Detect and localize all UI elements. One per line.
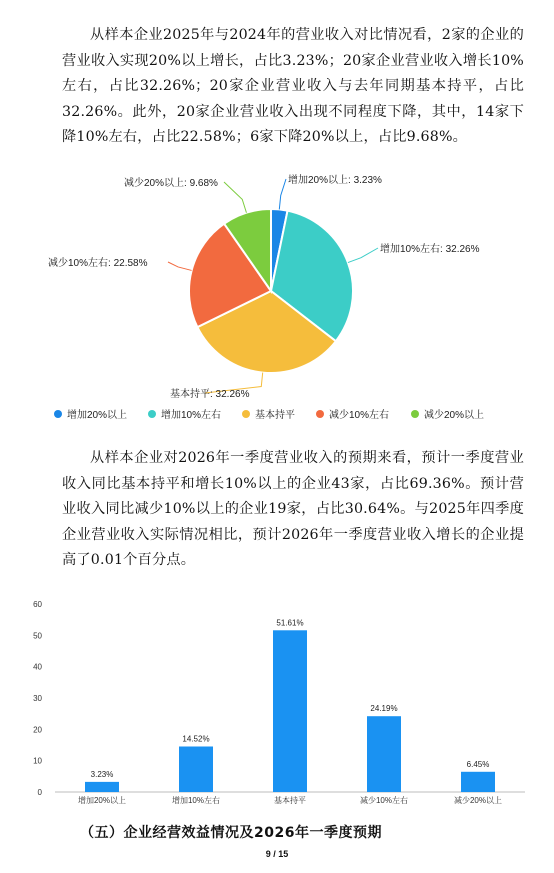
bar-chart-q1-expectation: [0, 592, 554, 814]
x-tick-label: 减少10%左右: [359, 796, 409, 805]
page-number: 9 / 15: [265, 849, 289, 859]
paragraph-revenue-comparison: 从样本企业2025年与2024年的营业收入对比情况看，2家的企业的营业收入实现20%以上增长，占比3.23%；20家企业营业收入增长10%左右，占比32.26%；20家企业营业收入与去年同期基本持平，占比32.26%。此外，20家企业营业收入出现不同程度下降，其中，14家下降10%左右，占比22.58%；6家下降20%以上，占比9.68%。: [62, 27, 524, 146]
legend-label: 减少10%左右: [329, 410, 390, 421]
bar-data-label: 3.23%: [90, 769, 114, 779]
pie-chart-revenue-change: [0, 168, 554, 428]
x-tick-label: 减少20%以上: [453, 796, 503, 805]
section-heading: （五）企业经营效益情况及2026年一季度预期: [80, 825, 382, 841]
legend-label: 基本持平: [255, 410, 295, 421]
y-tick-label: 40: [33, 662, 42, 672]
paragraph-q1-expectation: 从样本企业对2026年一季度营业收入的预期来看，预计一季度营业收入同比基本持平和增长10%以上的企业43家，占比69.36%。预计营业收入同比减少10%以上的企业19家，占比30.64%。与2025年四季度企业营业收入实际情况相比，预计2026年一季度营业收入增长的企业提高了0.01个百分点。: [62, 450, 524, 569]
pie-leader-line: [224, 182, 246, 213]
legend-marker: [411, 410, 419, 418]
pie-leader-line: [348, 248, 378, 263]
x-tick-label: 基本持平: [274, 796, 306, 805]
y-tick-label: 50: [33, 631, 42, 641]
pie-leader-line: [279, 179, 286, 209]
y-tick-label: 60: [33, 600, 42, 609]
legend-label: 增加20%以上: [67, 410, 128, 421]
y-tick-label: 0: [37, 788, 42, 797]
legend-marker: [148, 410, 156, 418]
bar-data-label: 14.52%: [182, 734, 210, 744]
pie-data-label: 增加20%以上: 3.23%: [288, 175, 382, 186]
pie-data-label: 基本持平: 32.26%: [170, 389, 250, 400]
pie-data-label: 增加10%左右: 32.26%: [380, 244, 480, 255]
y-tick-label: 30: [33, 694, 42, 703]
bar-data-label: 6.45%: [466, 759, 490, 769]
x-tick-label: 增加20%以上: [77, 796, 127, 805]
legend-label: 增加10%左右: [161, 410, 222, 421]
bar: [367, 716, 401, 792]
y-tick-label: 10: [33, 756, 42, 766]
legend-marker: [316, 410, 324, 418]
bar-data-label: 51.61%: [276, 618, 304, 628]
bar: [273, 630, 307, 792]
bar: [461, 772, 495, 792]
bar: [179, 747, 213, 792]
legend-marker: [54, 410, 62, 418]
bar-data-label: 24.19%: [370, 704, 398, 714]
pie-leader-line: [168, 262, 192, 270]
bar: [85, 782, 119, 792]
pie-data-label: 减少20%以上: 9.68%: [124, 178, 218, 189]
pie-data-label: 减少10%左右: 22.58%: [48, 258, 148, 269]
legend-label: 减少20%以上: [424, 410, 485, 421]
x-tick-label: 增加10%左右: [171, 796, 221, 805]
y-tick-label: 20: [33, 725, 42, 735]
legend-marker: [242, 410, 250, 418]
